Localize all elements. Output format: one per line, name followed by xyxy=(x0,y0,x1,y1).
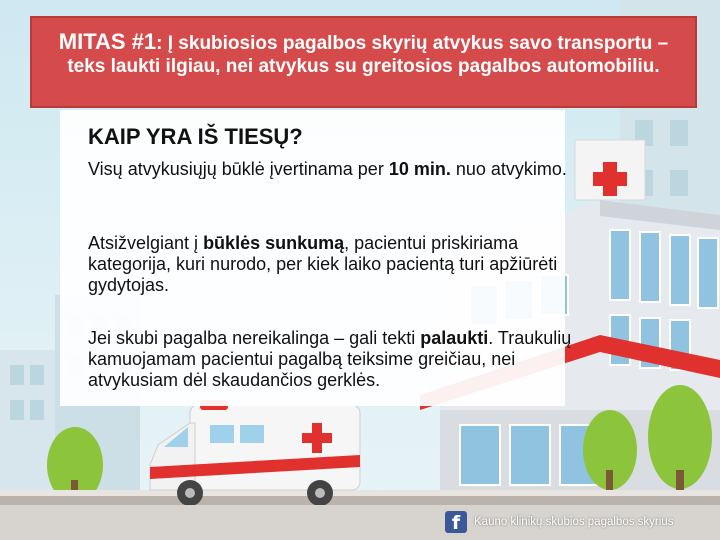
p1-bold: 10 min. xyxy=(388,159,451,179)
facebook-icon[interactable]: f xyxy=(445,511,467,533)
footer-page-name[interactable]: Kauno klinikų skubios pagalbos skyrius xyxy=(474,516,674,528)
ambulance-illustration xyxy=(140,395,380,505)
p3-text: Jei skubi pagalba nereikalinga – gali tekti xyxy=(88,328,421,348)
p2-text-end: , pacientui priskiriama kategorija, kuri nurodo, per kiek laiko pacientą turi apžiūrėti gydytojas. xyxy=(88,233,558,295)
paragraph-severity xyxy=(88,233,588,296)
footer-credit[interactable] xyxy=(445,506,673,538)
p3-bold: palaukti xyxy=(420,328,489,348)
p2-bold: būklės sunkumą xyxy=(203,233,345,253)
myth-banner xyxy=(30,16,697,108)
p3-text-end: . Traukulių kamuojamam pacientui pagalbą teiksime greičiau, nei atvykusiam dėl skaudančios gerklės. xyxy=(88,328,572,390)
paragraph-assessment-time xyxy=(88,159,588,180)
myth-label: MITAS #1 xyxy=(58,29,157,54)
p2-text: Atsižvelgiant į xyxy=(88,233,204,253)
paragraph-waiting xyxy=(88,328,588,391)
myth-text: : Į skubiosios pagalbos skyrių atvykus savo transportu – teks laukti ilgiau, nei atvykus su greitosios pagalbos automobiliu. xyxy=(67,33,669,77)
content-heading: KAIP YRA IŠ TIESŲ? xyxy=(88,124,303,149)
p1-text-end: nuo atvykimo. xyxy=(450,159,567,179)
p1-text: Visų atvykusiųjų būklė įvertinama per xyxy=(88,159,389,179)
